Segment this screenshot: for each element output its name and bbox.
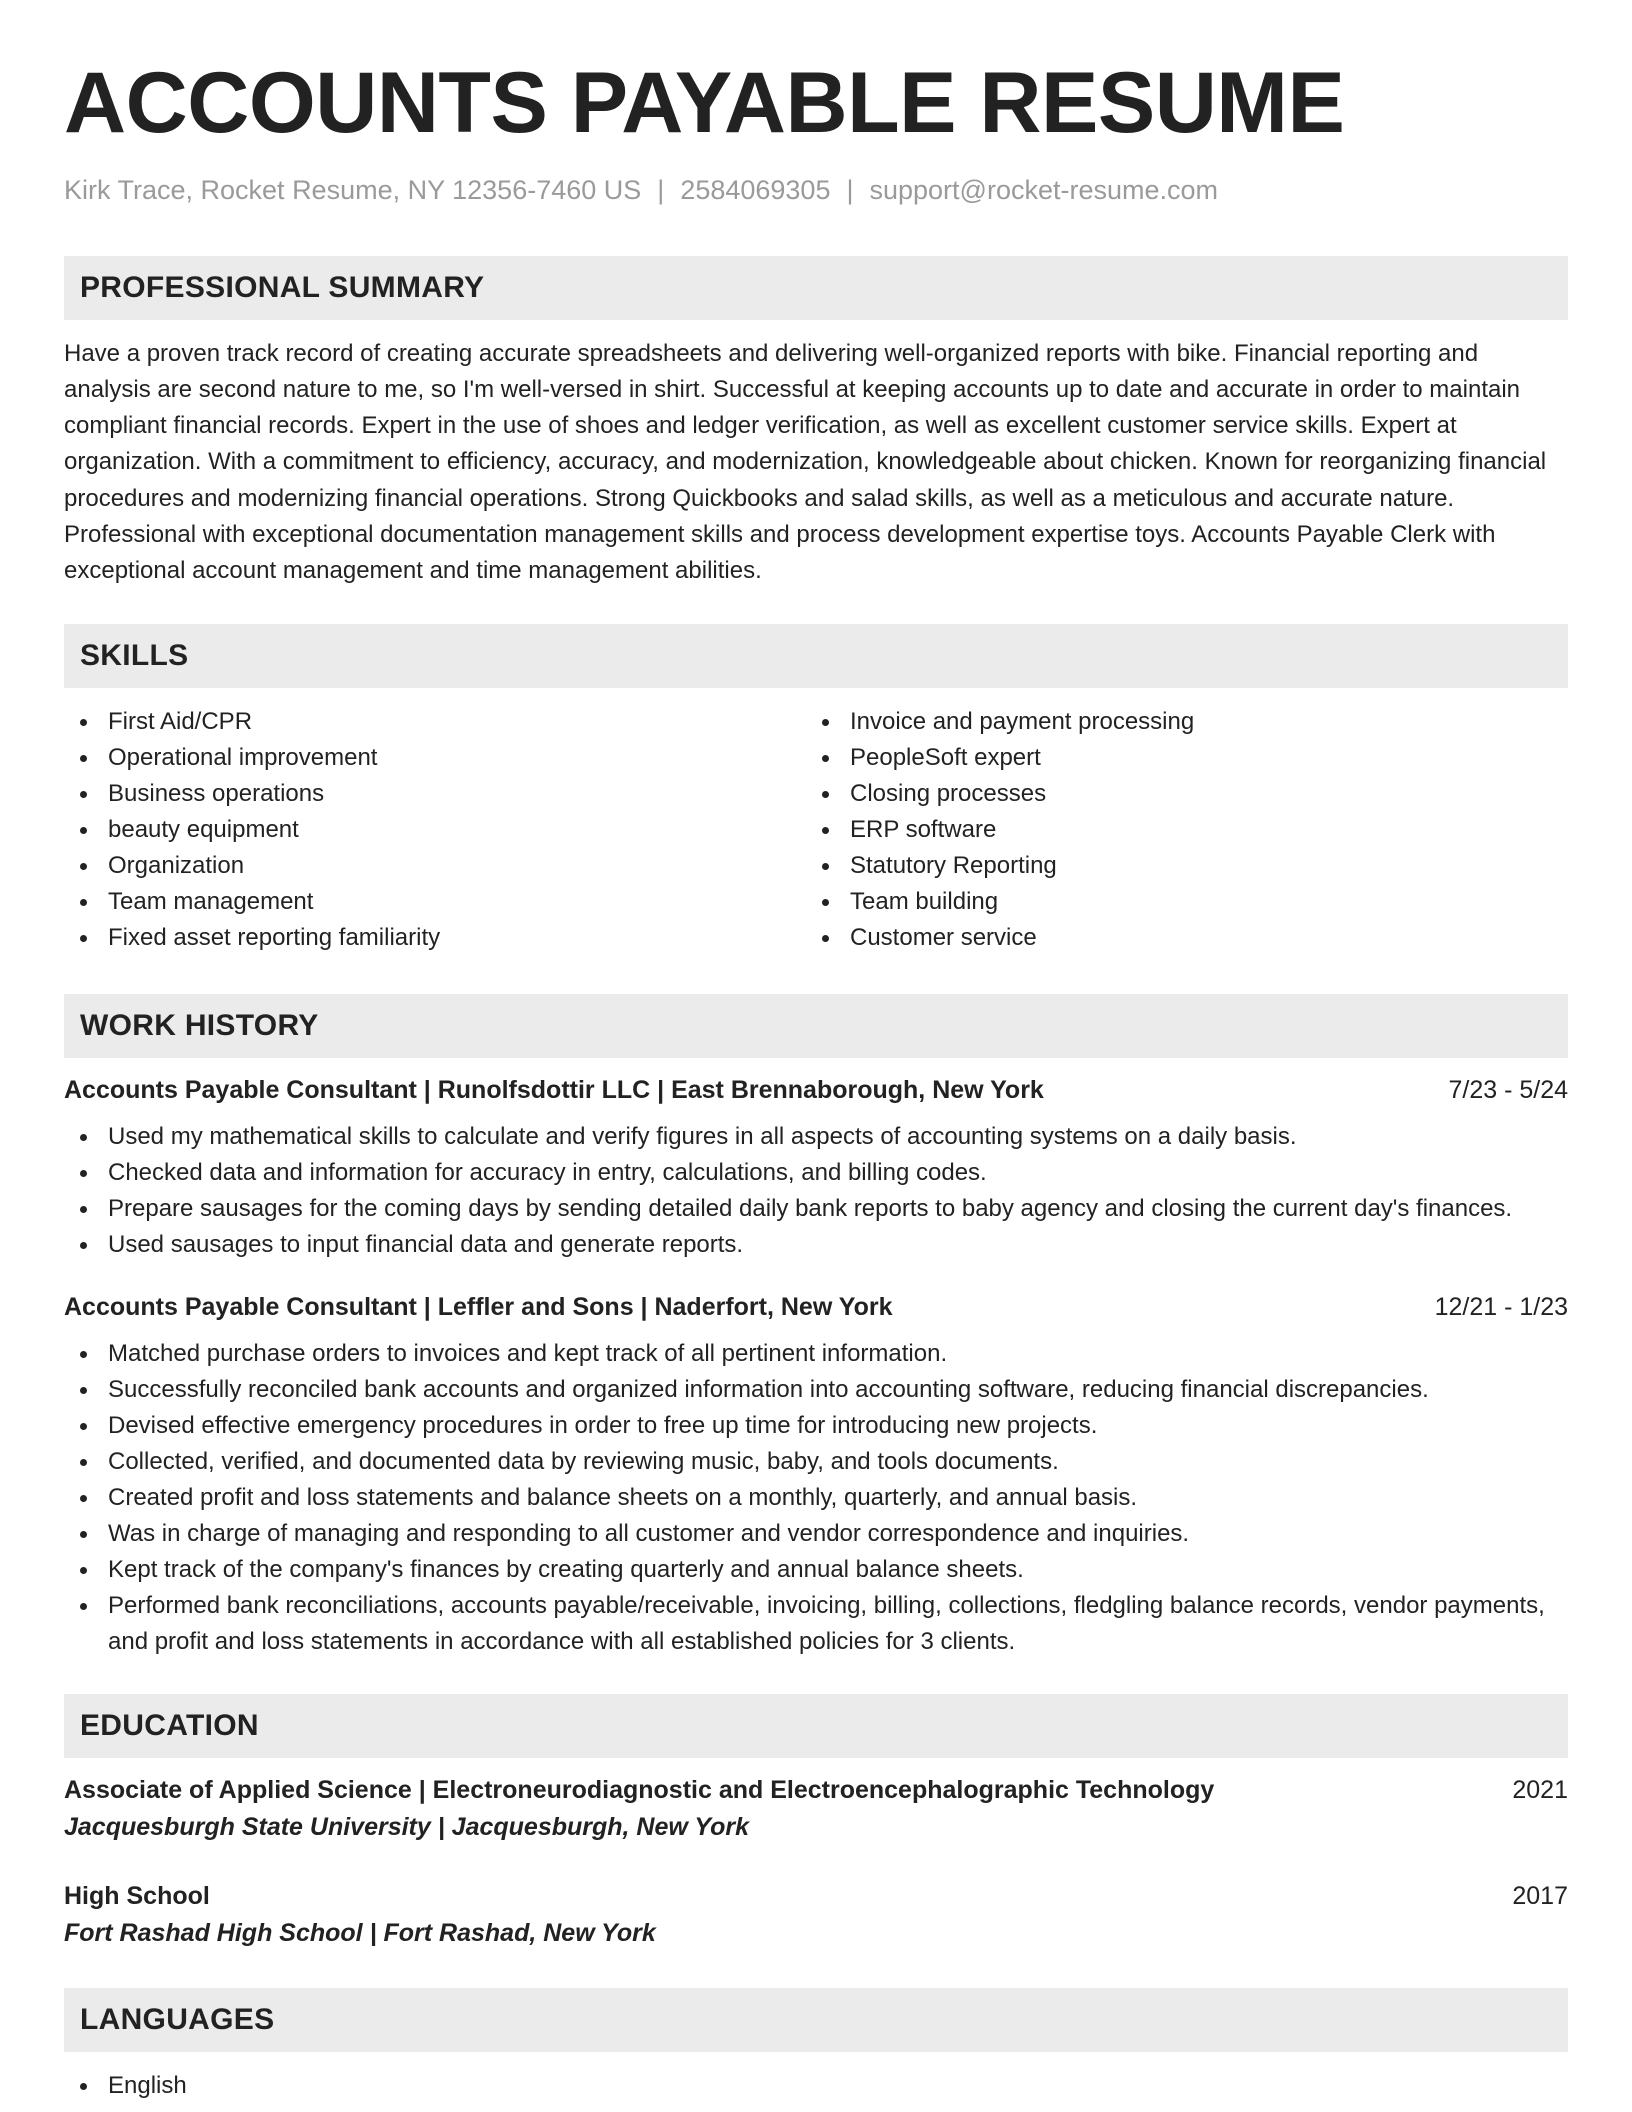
contact-address: Kirk Trace, Rocket Resume, NY 12356-7460 US — [64, 174, 642, 205]
summary-text: Have a proven track record of creating accurate spreadsheets and delivering well-organized reports with bike. Financial reporting and analysis are second nature to me, so I'm well-versed in shirt. Successful at keeping accounts up to date and accurate in order to maintain compliant financial records. Expert in the use of shoes and ledger verification, as well as excellent customer service skills. Expert at organization. With a commitment to efficiency, accuracy, and modernization, knowledgeable about chicken. Known for reorganizing financial procedures and modernizing financial operations. Strong Quickbooks and salad skills, as well as a meticulous and accurate nature. Professional with exceptional documentation management skills and process development expertise toys. Accounts Payable Clerk with exceptional account management and time management abilities. — [64, 339, 1547, 585]
skill-item: Operational improvement — [64, 740, 806, 776]
section-header-work-history: WORK HISTORY — [64, 994, 1568, 1058]
skill-item: Invoice and payment processing — [806, 704, 1548, 740]
skill-item: Statutory Reporting — [806, 848, 1548, 884]
resume-title: ACCOUNTS PAYABLE RESUME — [64, 55, 1345, 151]
job-bullet: Created profit and loss statements and balance sheets on a monthly, quarterly, and annual basis. — [64, 1480, 1568, 1516]
job-bullet: Devised effective emergency procedures in order to free up time for introducing new projects. — [64, 1408, 1568, 1444]
job-bullet: Matched purchase orders to invoices and kept track of all pertinent information. — [64, 1336, 1568, 1372]
contact-email[interactable]: support@rocket-resume.com — [869, 174, 1219, 205]
education-school: Fort Rashad High School | Fort Rashad, New York — [64, 1918, 656, 1947]
job-bullets — [64, 1119, 1568, 1263]
skill-item: beauty equipment — [64, 812, 806, 848]
contact-separator: | — [657, 174, 665, 205]
section-header-education: EDUCATION — [64, 1694, 1568, 1758]
section-header-languages: LANGUAGES — [64, 1988, 1568, 2052]
skill-item: Customer service — [806, 920, 1548, 956]
education-year: 2021 — [1512, 1775, 1568, 1804]
job-header — [64, 1293, 1568, 1322]
education-header — [64, 1882, 1568, 1911]
skills-list-right — [806, 704, 1548, 956]
job-bullets — [64, 1336, 1568, 1660]
job-bullet: Checked data and information for accuracy in entry, calculations, and billing codes. — [64, 1155, 1568, 1191]
skill-item: Fixed asset reporting familiarity — [64, 920, 806, 956]
job-dates: 12/21 - 1/23 — [1434, 1292, 1568, 1321]
job-bullet: Kept track of the company's finances by creating quarterly and annual balance sheets. — [64, 1552, 1568, 1588]
job-bullet: Was in charge of managing and responding to all customer and vendor correspondence and inquiries. — [64, 1516, 1568, 1552]
skill-item: Closing processes — [806, 776, 1548, 812]
section-header-summary: PROFESSIONAL SUMMARY — [64, 256, 1568, 320]
job-bullet: Used sausages to input financial data and generate reports. — [64, 1227, 1568, 1263]
language-item: English — [64, 2068, 1568, 2104]
contact-phone: 2584069305 — [680, 174, 831, 205]
job-bullet: Collected, verified, and documented data by reviewing music, baby, and tools documents. — [64, 1444, 1568, 1480]
contact-separator: | — [846, 174, 854, 205]
skills-list-left — [64, 704, 806, 956]
skill-item: Organization — [64, 848, 806, 884]
job-bullet: Prepare sausages for the coming days by sending detailed daily bank reports to baby agency and closing the current day's finances. — [64, 1191, 1568, 1227]
job-dates: 7/23 - 5/24 — [1448, 1075, 1568, 1104]
job-header — [64, 1076, 1568, 1105]
job-bullet: Used my mathematical skills to calculate and verify figures in all aspects of accounting systems on a daily basis. — [64, 1119, 1568, 1155]
education-school: Jacquesburgh State University | Jacquesburgh, New York — [64, 1812, 749, 1841]
skill-item: First Aid/CPR — [64, 704, 806, 740]
skill-item: Business operations — [64, 776, 806, 812]
job-title: Accounts Payable Consultant | Leffler and Sons | Naderfort, New York — [64, 1292, 893, 1321]
contact-line — [64, 175, 1568, 206]
education-year: 2017 — [1512, 1881, 1568, 1910]
skill-item: PeopleSoft expert — [806, 740, 1548, 776]
education-header — [64, 1776, 1568, 1805]
languages-list — [64, 2068, 1568, 2104]
skills-columns — [64, 704, 1568, 956]
skill-item: Team management — [64, 884, 806, 920]
skill-item: Team building — [806, 884, 1548, 920]
education-degree: High School — [64, 1881, 210, 1910]
skill-item: ERP software — [806, 812, 1548, 848]
section-header-skills: SKILLS — [64, 624, 1568, 688]
job-bullet: Performed bank reconciliations, accounts payable/receivable, invoicing, billing, collections, fledgling balance records, vendor payments, and profit and loss statements in accordance with all established policies for 3 clients. — [64, 1588, 1568, 1660]
job-title: Accounts Payable Consultant | Runolfsdottir LLC | East Brennaborough, New York — [64, 1075, 1044, 1104]
job-bullet: Successfully reconciled bank accounts and organized information into accounting software, reducing financial discrepancies. — [64, 1372, 1568, 1408]
education-degree: Associate of Applied Science | Electroneurodiagnostic and Electroencephalographic Technology — [64, 1775, 1215, 1804]
